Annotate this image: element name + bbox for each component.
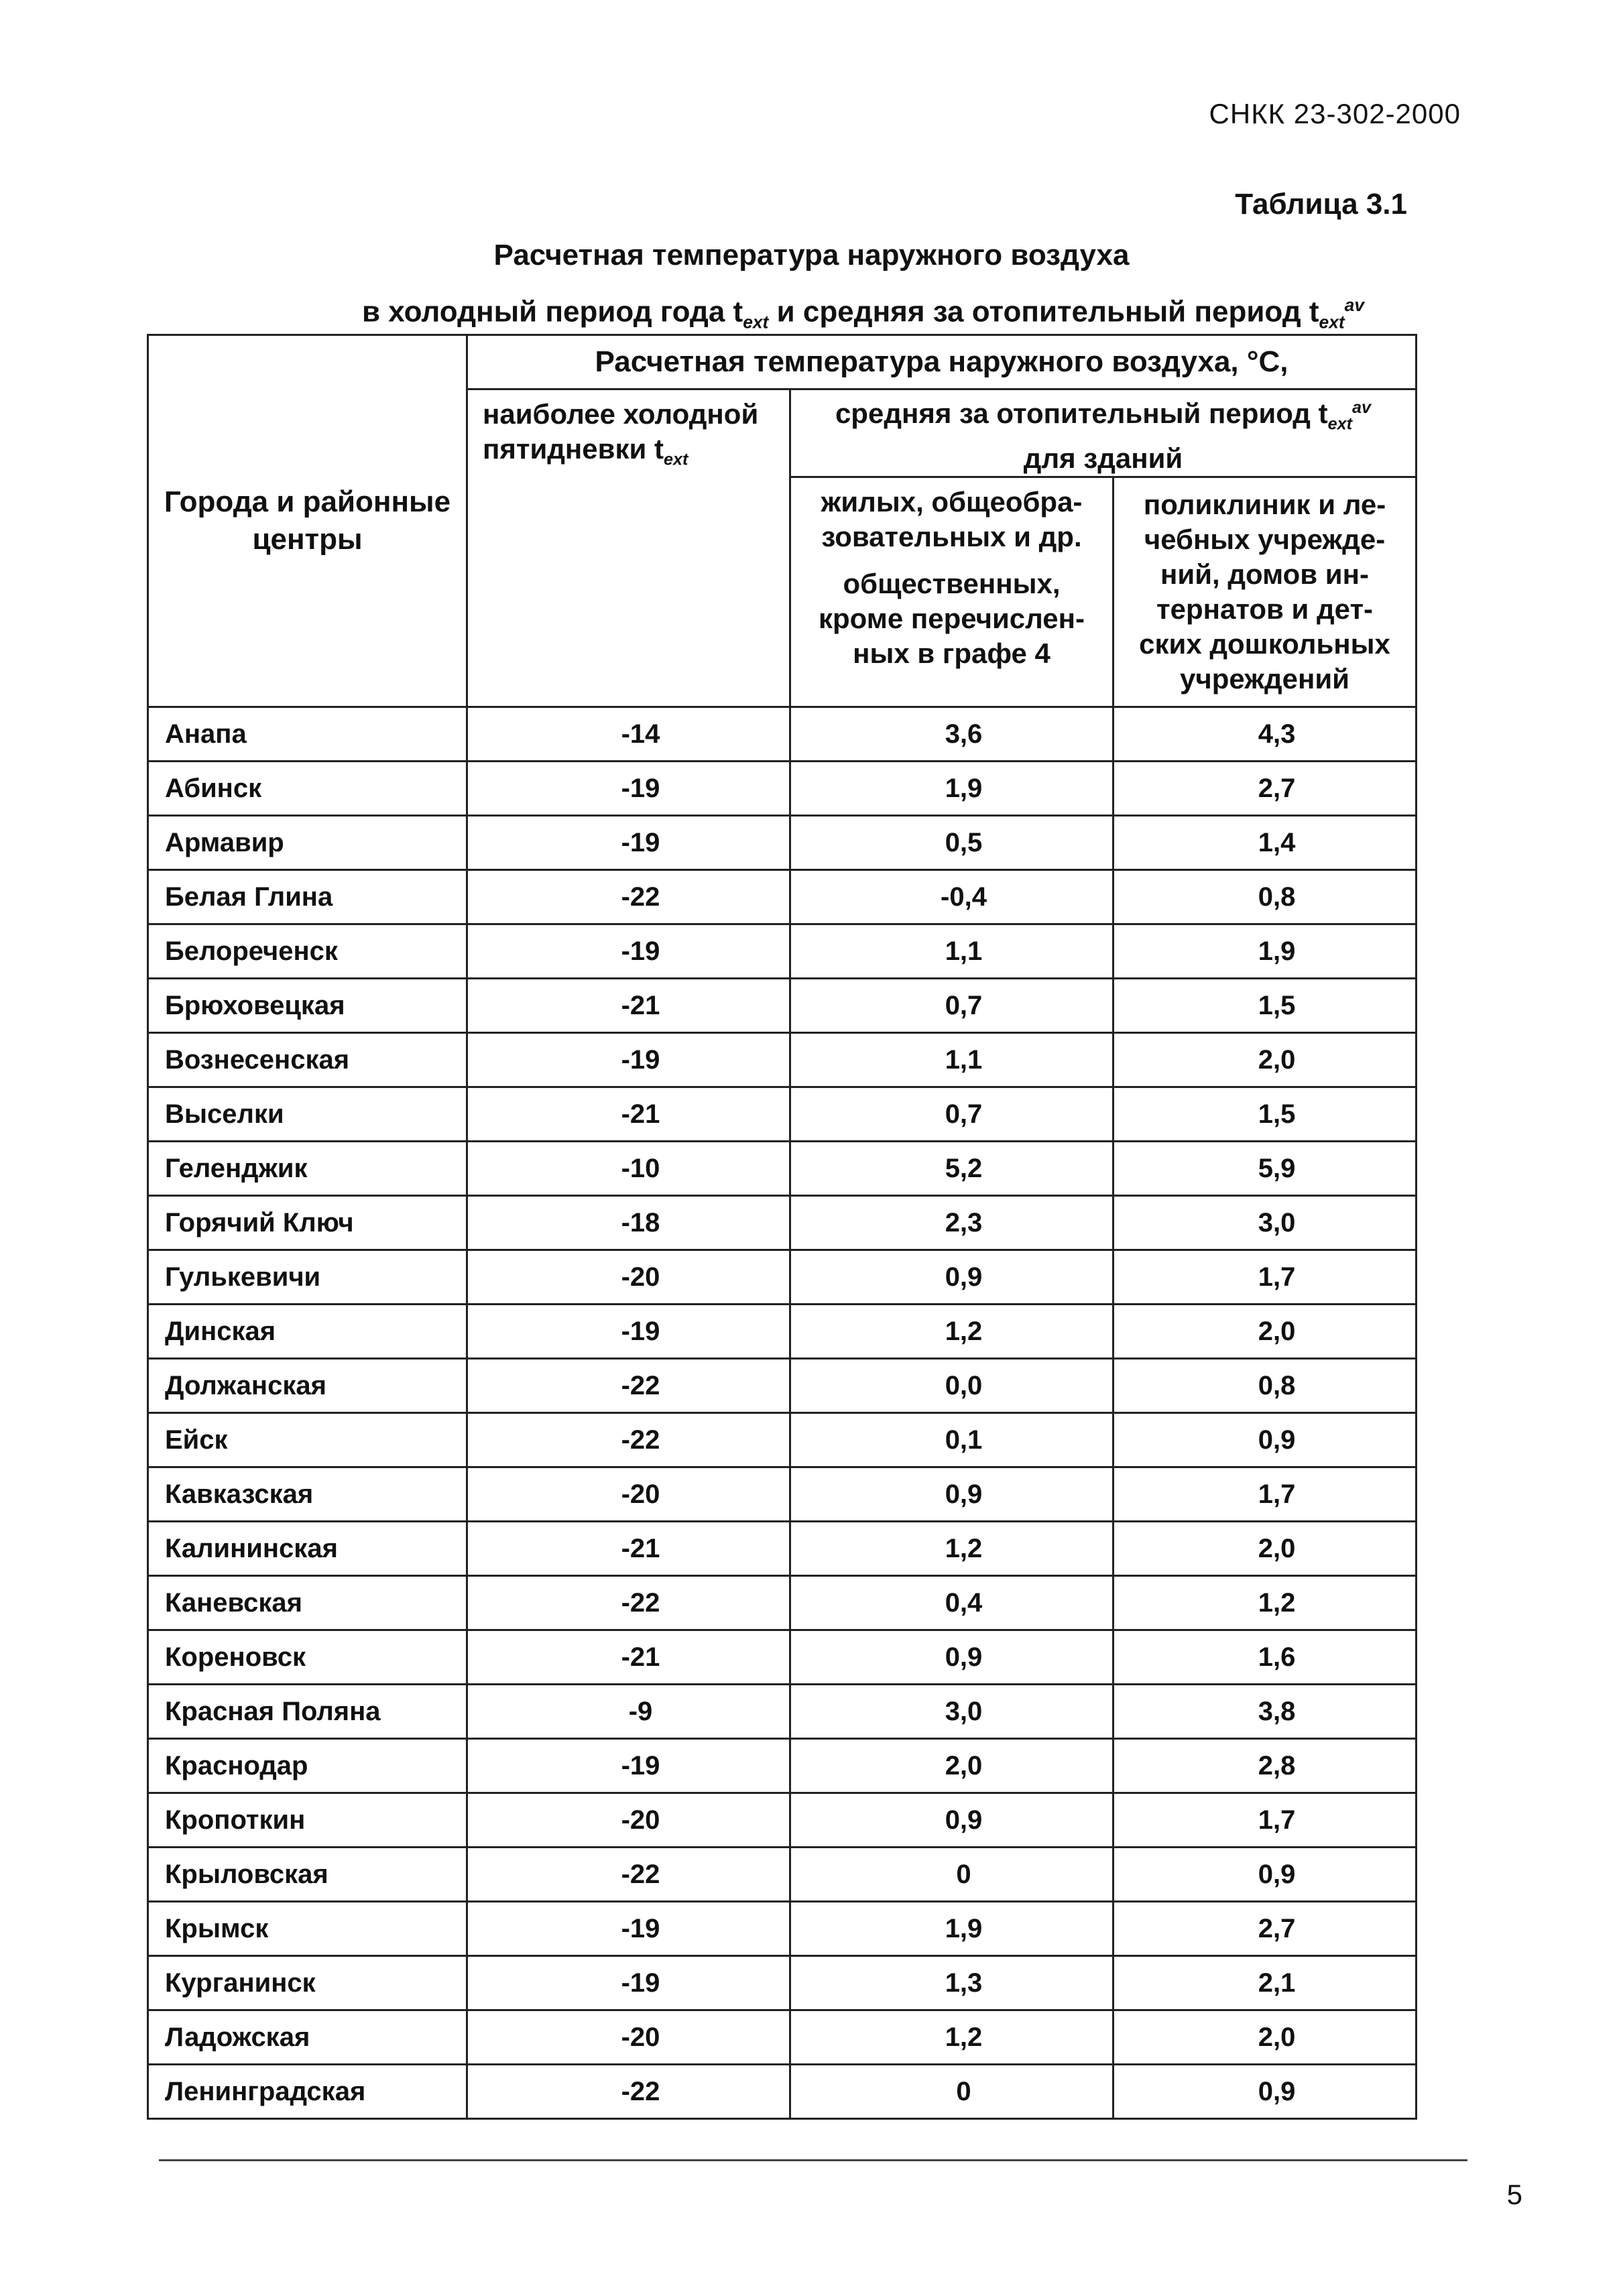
- coldest-cell: [467, 1739, 790, 1793]
- coldest-cell: [467, 1685, 790, 1739]
- coldest-cell-value: -19: [621, 1968, 660, 1998]
- medical-cell: [1114, 870, 1417, 924]
- medical-cell: [1114, 1793, 1417, 1848]
- city-cell: Брюховецкая: [148, 979, 467, 1033]
- header-residential: [790, 477, 1114, 707]
- coldest-cell: [467, 870, 790, 924]
- residential-cell: [790, 924, 1114, 979]
- city-cell: Кавказская: [148, 1467, 467, 1522]
- header-residential-line2: общественных, кроме перечислен-ных в графе 4: [819, 568, 1085, 670]
- table-row: [148, 1142, 1417, 1196]
- residential-cell-value: 0,4: [945, 1587, 983, 1618]
- residential-cell-value: 0,9: [945, 1805, 983, 1835]
- medical-cell-value: 1,5: [1258, 990, 1296, 1020]
- coldest-cell-value: -19: [621, 1750, 660, 1780]
- residential-cell-value: 0: [956, 1859, 971, 1889]
- residential-cell-value: 1,2: [945, 1316, 983, 1346]
- medical-cell: [1114, 1685, 1417, 1739]
- table-label: Таблица 3.1: [1235, 188, 1407, 221]
- table-row: [148, 1685, 1417, 1739]
- city-cell: Анапа: [148, 707, 467, 762]
- coldest-cell: [467, 1522, 790, 1576]
- medical-cell-value: 0,8: [1258, 1370, 1296, 1400]
- medical-cell: [1114, 1522, 1417, 1576]
- table-row: [148, 1196, 1417, 1250]
- medical-cell-value: 0,9: [1258, 1425, 1296, 1455]
- coldest-cell-value: -21: [621, 990, 660, 1020]
- medical-cell: [1114, 924, 1417, 979]
- residential-cell-value: 1,2: [945, 1533, 983, 1563]
- city-cell: Каневская: [148, 1576, 467, 1630]
- medical-cell: [1114, 1196, 1417, 1250]
- header-coldest-fiveday: [467, 389, 790, 707]
- residential-cell-value: 0,5: [945, 827, 983, 857]
- medical-cell: [1114, 1848, 1417, 1902]
- coldest-cell-value: -14: [621, 719, 660, 749]
- coldest-cell-value: -22: [621, 2076, 660, 2106]
- header-avg-sup: av: [1352, 398, 1372, 417]
- title-text-a: в холодный период года t: [362, 295, 743, 328]
- residential-cell-value: 0,0: [945, 1370, 983, 1400]
- medical-cell-value: 3,8: [1258, 1696, 1296, 1726]
- residential-cell: [790, 2010, 1114, 2065]
- residential-cell: [790, 1739, 1114, 1793]
- city-cell: Армавир: [148, 816, 467, 870]
- header-coldest-text: наиболее холодной пятидневки t: [483, 398, 759, 465]
- coldest-cell-value: -21: [621, 1642, 660, 1672]
- coldest-cell-value: -10: [621, 1153, 660, 1183]
- residential-cell-value: 0: [956, 2076, 971, 2106]
- medical-cell-value: 2,1: [1258, 1968, 1296, 1998]
- title-sub-ext-2: ext: [1319, 312, 1345, 333]
- table-row: [148, 1630, 1417, 1685]
- city-cell: Горячий Ключ: [148, 1196, 467, 1250]
- medical-cell: [1114, 1739, 1417, 1793]
- residential-cell-value: 2,0: [945, 1750, 983, 1780]
- coldest-cell-value: -19: [621, 773, 660, 803]
- residential-cell-value: 0,7: [945, 1099, 983, 1129]
- coldest-cell-value: -18: [621, 1207, 660, 1237]
- city-cell: Крыловская: [148, 1848, 467, 1902]
- table-row: [148, 924, 1417, 979]
- residential-cell: [790, 1467, 1114, 1522]
- coldest-cell-value: -20: [621, 1479, 660, 1509]
- coldest-cell-value: -22: [621, 1859, 660, 1889]
- coldest-cell-value: -19: [621, 827, 660, 857]
- header-avg-text-a: средняя за отопительный период t: [835, 398, 1328, 429]
- coldest-cell: [467, 1956, 790, 2010]
- coldest-cell-value: -22: [621, 1587, 660, 1618]
- residential-cell: [790, 1902, 1114, 1956]
- coldest-cell: [467, 707, 790, 762]
- coldest-cell-value: -21: [621, 1533, 660, 1563]
- residential-cell-value: 1,3: [945, 1968, 983, 1998]
- medical-cell: [1114, 707, 1417, 762]
- table-row: [148, 1467, 1417, 1522]
- medical-cell-value: 0,9: [1258, 2076, 1296, 2106]
- table-row: [148, 2010, 1417, 2065]
- header-coldest-sub: ext: [663, 450, 688, 469]
- medical-cell: [1114, 816, 1417, 870]
- residential-cell: [790, 1630, 1114, 1685]
- coldest-cell-value: -22: [621, 1425, 660, 1455]
- city-cell: Динская: [148, 1305, 467, 1359]
- city-cell: Должанская: [148, 1359, 467, 1413]
- residential-cell: [790, 1087, 1114, 1142]
- title-sup-av: av: [1344, 295, 1365, 315]
- coldest-cell: [467, 1902, 790, 1956]
- medical-cell-value: 1,5: [1258, 1099, 1296, 1129]
- table-title-line2: [362, 295, 1364, 333]
- residential-cell-value: 1,1: [945, 1044, 983, 1075]
- medical-cell-value: 0,8: [1258, 882, 1296, 912]
- coldest-cell: [467, 1142, 790, 1196]
- table-row: [148, 1359, 1417, 1413]
- medical-cell-value: 2,7: [1258, 773, 1296, 803]
- medical-cell-value: 4,3: [1258, 719, 1296, 749]
- residential-cell-value: 2,3: [945, 1207, 983, 1237]
- table-body: [148, 707, 1417, 2119]
- residential-cell: [790, 870, 1114, 924]
- residential-cell: [790, 1196, 1114, 1250]
- city-cell: Ленинградская: [148, 2065, 467, 2119]
- coldest-cell: [467, 1033, 790, 1087]
- coldest-cell: [467, 979, 790, 1033]
- page-number: 5: [1506, 2179, 1522, 2210]
- residential-cell: [790, 816, 1114, 870]
- coldest-cell: [467, 1087, 790, 1142]
- medical-cell-value: 2,0: [1258, 1316, 1296, 1346]
- residential-cell-value: 5,2: [945, 1153, 983, 1183]
- residential-cell-value: 0,7: [945, 990, 983, 1020]
- medical-cell: [1114, 1087, 1417, 1142]
- table-row: [148, 1793, 1417, 1848]
- medical-cell: [1114, 762, 1417, 816]
- coldest-cell: [467, 1467, 790, 1522]
- residential-cell: [790, 1522, 1114, 1576]
- city-cell: Белая Глина: [148, 870, 467, 924]
- residential-cell-value: 1,2: [945, 2022, 983, 2052]
- table-row: [148, 1087, 1417, 1142]
- residential-cell: [790, 762, 1114, 816]
- coldest-cell: [467, 1305, 790, 1359]
- medical-cell-value: 1,6: [1258, 1642, 1296, 1672]
- residential-cell: [790, 1685, 1114, 1739]
- coldest-cell: [467, 924, 790, 979]
- residential-cell: [790, 707, 1114, 762]
- residential-cell: [790, 1956, 1114, 2010]
- coldest-cell-value: -20: [621, 1805, 660, 1835]
- table-row: [148, 762, 1417, 816]
- coldest-cell-value: -22: [621, 882, 660, 912]
- table-row: [148, 816, 1417, 870]
- coldest-cell-value: -22: [621, 1370, 660, 1400]
- medical-cell: [1114, 1956, 1417, 2010]
- table-row: [148, 1848, 1417, 1902]
- table-row: [148, 1956, 1417, 2010]
- table-row: [148, 1902, 1417, 1956]
- title-text-b: и средняя за отопительный период t: [768, 295, 1319, 328]
- coldest-cell: [467, 762, 790, 816]
- header-medical: поликлиник и ле-чебных учрежде-ний, домов ин-тернатов и дет-ских дошкольных учреждений: [1114, 477, 1417, 707]
- residential-cell: [790, 979, 1114, 1033]
- coldest-cell-value: -19: [621, 1044, 660, 1075]
- residential-cell: [790, 1359, 1114, 1413]
- medical-cell-value: 0,9: [1258, 1859, 1296, 1889]
- table-title-line1: Расчетная температура наружного воздуха: [493, 239, 1130, 271]
- coldest-cell: [467, 1250, 790, 1305]
- city-cell: Краснодар: [148, 1739, 467, 1793]
- residential-cell-value: 3,0: [945, 1696, 983, 1726]
- medical-cell: [1114, 2010, 1417, 2065]
- coldest-cell: [467, 1630, 790, 1685]
- header-avg-sub: ext: [1327, 414, 1353, 434]
- coldest-cell-value: -20: [621, 1262, 660, 1292]
- table-row: [148, 870, 1417, 924]
- medical-cell: [1114, 1250, 1417, 1305]
- city-cell: Белореченск: [148, 924, 467, 979]
- residential-cell: [790, 1305, 1114, 1359]
- document-code: СНКК 23-302-2000: [1209, 98, 1461, 129]
- medical-cell: [1114, 1033, 1417, 1087]
- city-cell: Кропоткин: [148, 1793, 467, 1848]
- temperature-table: [147, 334, 1417, 2120]
- city-cell: Красная Поляна: [148, 1685, 467, 1739]
- table-row: [148, 2065, 1417, 2119]
- residential-cell: [790, 1848, 1114, 1902]
- medical-cell-value: 2,0: [1258, 2022, 1296, 2052]
- medical-cell: [1114, 1142, 1417, 1196]
- city-cell: Курганинск: [148, 1956, 467, 2010]
- residential-cell-value: 0,9: [945, 1642, 983, 1672]
- medical-cell-value: 2,0: [1258, 1044, 1296, 1075]
- medical-cell: [1114, 1576, 1417, 1630]
- footer-divider: [159, 2159, 1467, 2161]
- coldest-cell: [467, 1359, 790, 1413]
- medical-cell: [1114, 1902, 1417, 1956]
- city-cell: Вознесенская: [148, 1033, 467, 1087]
- medical-cell-value: 1,2: [1258, 1587, 1296, 1618]
- table-row: [148, 707, 1417, 762]
- coldest-cell-value: -20: [621, 2022, 660, 2052]
- table-row: [148, 1250, 1417, 1305]
- coldest-cell: [467, 1413, 790, 1467]
- header-heating-average: [790, 389, 1417, 477]
- medical-cell: [1114, 1630, 1417, 1685]
- city-cell: Выселки: [148, 1087, 467, 1142]
- residential-cell: [790, 1576, 1114, 1630]
- coldest-cell-value: -19: [621, 936, 660, 966]
- residential-cell: [790, 1142, 1114, 1196]
- city-cell: Кореновск: [148, 1630, 467, 1685]
- city-cell: Калининская: [148, 1522, 467, 1576]
- coldest-cell: [467, 1848, 790, 1902]
- residential-cell-value: 3,6: [945, 719, 983, 749]
- table-row: [148, 1033, 1417, 1087]
- city-cell: Гулькевичи: [148, 1250, 467, 1305]
- medical-cell: [1114, 1305, 1417, 1359]
- header-residential-line1: жилых, общеобра-зовательных и др.: [821, 486, 1083, 553]
- medical-cell-value: 1,7: [1258, 1479, 1296, 1509]
- title-sub-ext: ext: [743, 312, 769, 333]
- medical-cell-value: 3,0: [1258, 1207, 1296, 1237]
- coldest-cell: [467, 2065, 790, 2119]
- medical-cell: [1114, 1359, 1417, 1413]
- city-cell: Ладожская: [148, 2010, 467, 2065]
- medical-cell-value: 2,0: [1258, 1533, 1296, 1563]
- residential-cell-value: -0,4: [941, 882, 987, 912]
- coldest-cell-value: -19: [621, 1913, 660, 1943]
- table-row: [148, 1739, 1417, 1793]
- coldest-cell: [467, 1196, 790, 1250]
- residential-cell: [790, 1793, 1114, 1848]
- city-cell: Крымск: [148, 1902, 467, 1956]
- residential-cell-value: 0,9: [945, 1262, 983, 1292]
- residential-cell-value: 1,1: [945, 936, 983, 966]
- medical-cell-value: 5,9: [1258, 1153, 1296, 1183]
- medical-cell-value: 1,9: [1258, 936, 1296, 966]
- header-cities: Города и районные центры: [148, 335, 467, 707]
- coldest-cell: [467, 816, 790, 870]
- medical-cell: [1114, 1467, 1417, 1522]
- city-cell: Абинск: [148, 762, 467, 816]
- table-row: [148, 1413, 1417, 1467]
- residential-cell: [790, 1033, 1114, 1087]
- coldest-cell: [467, 1793, 790, 1848]
- medical-cell: [1114, 979, 1417, 1033]
- city-cell: Геленджик: [148, 1142, 467, 1196]
- medical-cell-value: 1,7: [1258, 1262, 1296, 1292]
- header-avg-text-b: для зданий: [1023, 442, 1183, 475]
- medical-cell-value: 1,4: [1258, 827, 1296, 857]
- medical-cell-value: 2,8: [1258, 1750, 1296, 1780]
- city-cell: Ейск: [148, 1413, 467, 1467]
- medical-cell-value: 2,7: [1258, 1913, 1296, 1943]
- residential-cell-value: 0,1: [945, 1425, 983, 1455]
- coldest-cell-value: -19: [621, 1316, 660, 1346]
- medical-cell: [1114, 2065, 1417, 2119]
- coldest-cell-value: -21: [621, 1099, 660, 1129]
- residential-cell: [790, 2065, 1114, 2119]
- table-row: [148, 1522, 1417, 1576]
- table-row: [148, 979, 1417, 1033]
- table-row: [148, 1576, 1417, 1630]
- coldest-cell: [467, 2010, 790, 2065]
- medical-cell-value: 1,7: [1258, 1805, 1296, 1835]
- residential-cell: [790, 1250, 1114, 1305]
- residential-cell-value: 1,9: [945, 1913, 983, 1943]
- residential-cell: [790, 1413, 1114, 1467]
- residential-cell-value: 1,9: [945, 773, 983, 803]
- coldest-cell: [467, 1576, 790, 1630]
- medical-cell: [1114, 1413, 1417, 1467]
- residential-cell-value: 0,9: [945, 1479, 983, 1509]
- header-temperature-group: Расчетная температура наружного воздуха, °C,: [467, 335, 1417, 389]
- table-row: [148, 1305, 1417, 1359]
- coldest-cell-value: -9: [628, 1696, 653, 1726]
